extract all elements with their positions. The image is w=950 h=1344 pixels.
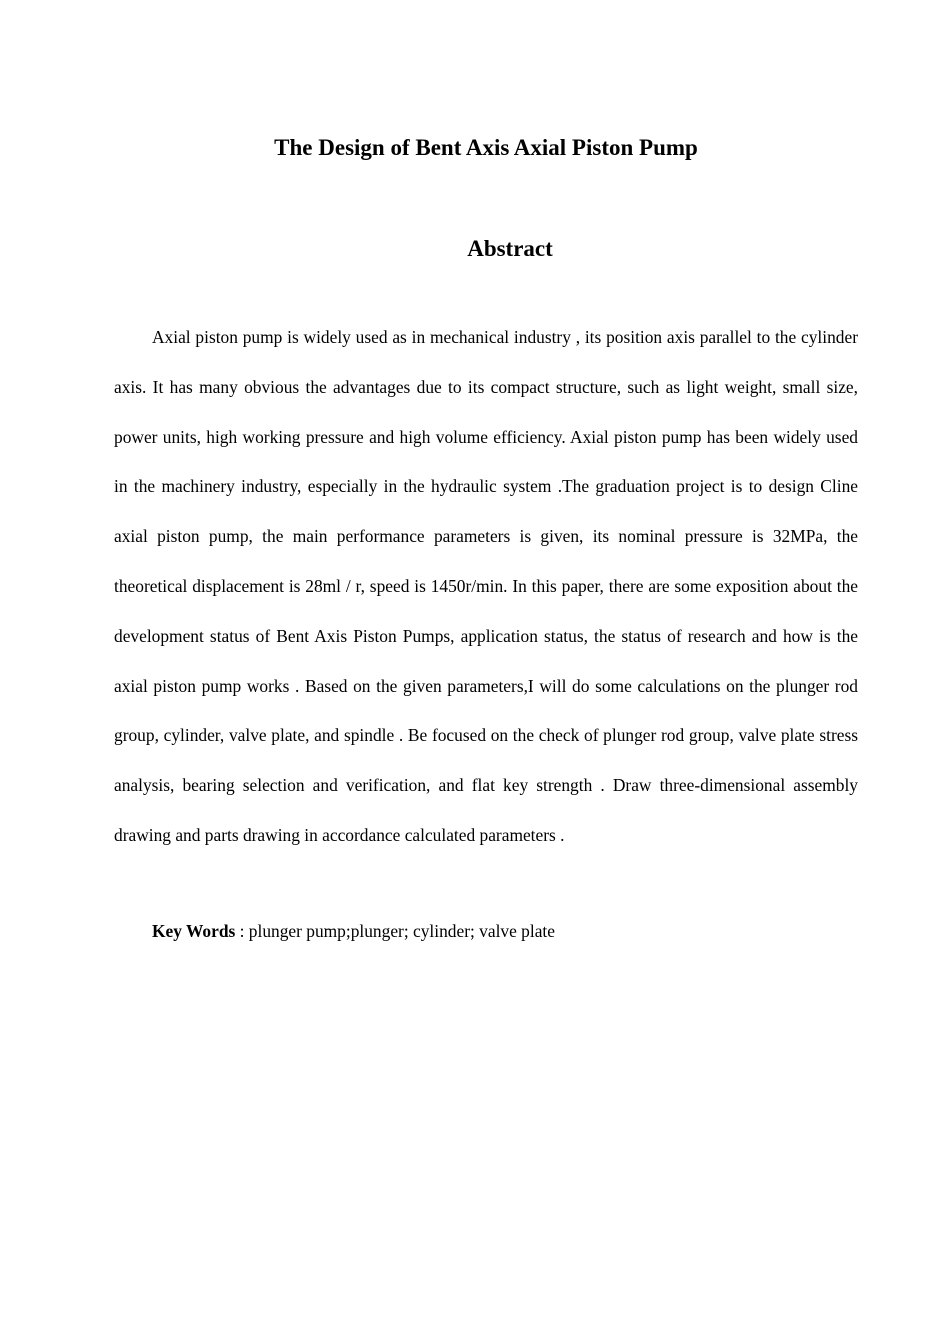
keywords-list: : plunger pump;plunger; cylinder; valve plate bbox=[235, 921, 555, 941]
abstract-paragraph: Axial piston pump is widely used as in mechanical industry , its position axis parallel to the cylinder axis. It has many obvious the advantages due to its compact structure, such as light weight, small size, power units, high working pressure and high volume efficiency. Axial piston pump has been widely used in the machinery industry, especially in the hydraulic system .The graduation project is to design Cline axial piston pump, the main performance parameters is given, its nominal pressure is 32MPa, the theoretical displacement is 28ml / r, speed is 1450r/min. In this paper, there are some exposition about the development status of Bent Axis Piston Pumps, application status, the status of research and how is the axial piston pump works . Based on the given parameters,I will do some calculations on the plunger rod group, cylinder, valve plate, and spindle . Be focused on the check of plunger rod group, valve plate stress analysis, bearing selection and verification, and flat key strength . Draw three-dimensional assembly drawing and parts drawing in accordance calculated parameters . bbox=[114, 327, 858, 845]
document-title: The Design of Bent Axis Axial Piston Pump bbox=[274, 135, 698, 160]
keywords-line bbox=[152, 907, 858, 957]
keywords-label: Key Words bbox=[152, 921, 236, 941]
abstract-heading: Abstract bbox=[467, 236, 553, 261]
